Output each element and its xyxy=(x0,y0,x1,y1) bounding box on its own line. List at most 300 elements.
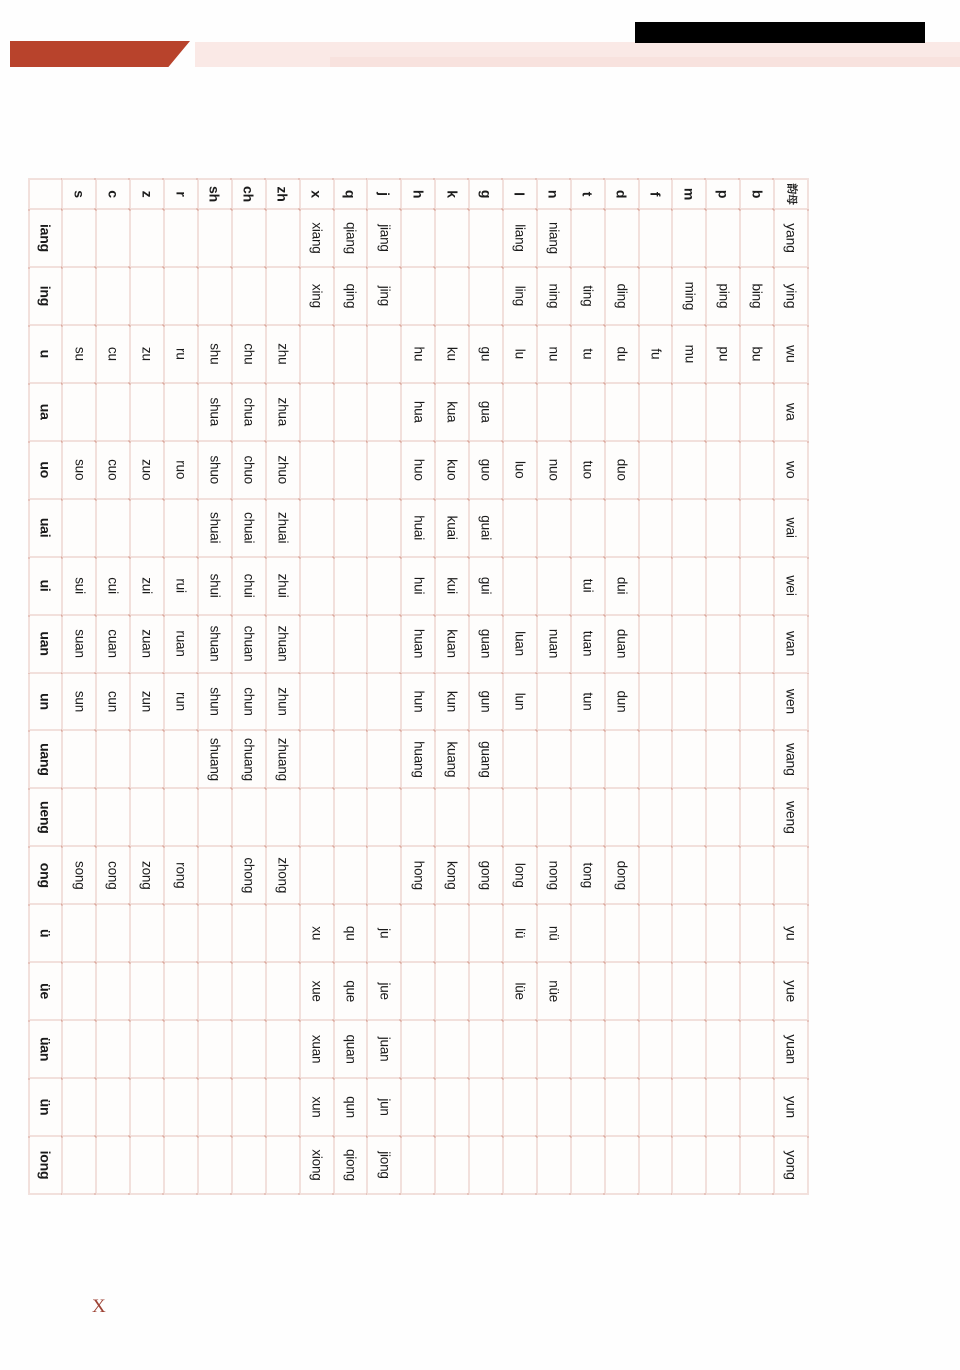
syllable-cell: jue xyxy=(367,962,401,1020)
syllable-cell: lüe xyxy=(502,962,536,1020)
syllable-cell xyxy=(265,1136,299,1194)
syllable-cell xyxy=(333,324,367,382)
table-row xyxy=(367,179,401,1194)
syllable-cell xyxy=(164,382,198,440)
syllable-cell xyxy=(638,846,672,904)
syllable-cell xyxy=(706,846,740,904)
syllable-cell xyxy=(706,440,740,498)
whole-syllable-uai: wai xyxy=(774,498,808,556)
syllable-cell xyxy=(299,382,333,440)
syllable-cell xyxy=(333,846,367,904)
syllable-cell: nu xyxy=(536,324,570,382)
syllable-cell xyxy=(740,962,774,1020)
syllable-cell xyxy=(231,1136,265,1194)
syllable-cell: long xyxy=(502,846,536,904)
syllable-cell xyxy=(469,788,503,846)
syllable-cell xyxy=(469,1020,503,1078)
initial-label-m: m xyxy=(672,179,706,209)
syllable-cell xyxy=(197,788,231,846)
table-row xyxy=(570,179,604,1194)
syllable-cell xyxy=(740,1020,774,1078)
syllable-cell: gun xyxy=(469,672,503,730)
final-label-iang: iang xyxy=(28,209,62,267)
syllable-cell xyxy=(672,788,706,846)
syllable-cell xyxy=(62,904,96,962)
syllable-cell xyxy=(164,1078,198,1136)
syllable-cell: su xyxy=(62,324,96,382)
syllable-cell xyxy=(570,730,604,788)
syllable-cell xyxy=(130,1078,164,1136)
syllable-cell: qing xyxy=(333,266,367,324)
syllable-cell: jiong xyxy=(367,1136,401,1194)
whole-syllable-uan: wan xyxy=(774,614,808,672)
syllable-cell xyxy=(401,904,435,962)
syllable-cell xyxy=(197,846,231,904)
syllable-cell xyxy=(367,440,401,498)
syllable-cell: lun xyxy=(502,672,536,730)
final-header-row xyxy=(774,179,808,1194)
syllable-cell: duo xyxy=(604,440,638,498)
syllable-cell: guan xyxy=(469,614,503,672)
syllable-cell xyxy=(130,1136,164,1194)
syllable-cell xyxy=(706,498,740,556)
syllable-cell xyxy=(469,266,503,324)
syllable-cell xyxy=(333,440,367,498)
syllable-cell xyxy=(469,1136,503,1194)
syllable-cell xyxy=(62,730,96,788)
syllable-cell xyxy=(96,1078,130,1136)
syllable-cell: ru xyxy=(164,324,198,382)
syllable-cell xyxy=(502,498,536,556)
syllable-cell: zhui xyxy=(265,556,299,614)
syllable-cell xyxy=(96,266,130,324)
syllable-cell: sui xyxy=(62,556,96,614)
syllable-cell xyxy=(740,209,774,267)
syllable-cell xyxy=(604,498,638,556)
whole-syllable-iang: yang xyxy=(774,209,808,267)
syllable-cell xyxy=(502,1020,536,1078)
syllable-cell: ning xyxy=(536,266,570,324)
syllable-cell xyxy=(231,962,265,1020)
final-label-uan: uan xyxy=(28,614,62,672)
syllable-cell: suo xyxy=(62,440,96,498)
whole-syllable-uang: wang xyxy=(774,730,808,788)
final-label-un: un xyxy=(28,672,62,730)
final-label-üe: üe xyxy=(28,962,62,1020)
syllable-cell xyxy=(401,266,435,324)
syllable-cell xyxy=(265,1020,299,1078)
syllable-cell xyxy=(536,382,570,440)
syllable-cell xyxy=(604,1136,638,1194)
syllable-cell: xu xyxy=(299,904,333,962)
syllable-cell: nüe xyxy=(536,962,570,1020)
syllable-cell xyxy=(740,1136,774,1194)
syllable-cell: fu xyxy=(638,324,672,382)
syllable-cell xyxy=(96,498,130,556)
syllable-cell xyxy=(536,730,570,788)
syllable-cell xyxy=(536,1020,570,1078)
syllable-cell: liang xyxy=(502,209,536,267)
final-label-üan: üan xyxy=(28,1020,62,1078)
initial-label-sh: sh xyxy=(197,179,231,209)
syllable-cell: zuo xyxy=(130,440,164,498)
initial-label-ch: ch xyxy=(231,179,265,209)
syllable-cell xyxy=(164,788,198,846)
syllable-cell: zhu xyxy=(265,324,299,382)
syllable-cell xyxy=(502,556,536,614)
syllable-cell xyxy=(706,556,740,614)
syllable-cell: huo xyxy=(401,440,435,498)
syllable-cell: cuan xyxy=(96,614,130,672)
syllable-cell xyxy=(164,1136,198,1194)
syllable-cell xyxy=(604,209,638,267)
syllable-cell xyxy=(197,962,231,1020)
initial-label-r: r xyxy=(164,179,198,209)
syllable-cell xyxy=(299,614,333,672)
syllable-cell: ruo xyxy=(164,440,198,498)
syllable-cell: tu xyxy=(570,324,604,382)
syllable-cell xyxy=(333,382,367,440)
syllable-cell xyxy=(638,440,672,498)
syllable-cell xyxy=(96,730,130,788)
final-header-row xyxy=(28,179,62,1194)
syllable-cell: kuan xyxy=(435,614,469,672)
syllable-cell: dun xyxy=(604,672,638,730)
syllable-cell xyxy=(333,498,367,556)
syllable-cell: xing xyxy=(299,266,333,324)
initial-label-d: d xyxy=(604,179,638,209)
syllable-cell xyxy=(333,614,367,672)
syllable-cell: nü xyxy=(536,904,570,962)
syllable-cell: bu xyxy=(740,324,774,382)
syllable-cell xyxy=(231,1020,265,1078)
whole-syllable-ün: yun xyxy=(774,1078,808,1136)
syllable-cell xyxy=(164,209,198,267)
syllable-cell xyxy=(367,556,401,614)
syllable-cell xyxy=(299,730,333,788)
table-row xyxy=(401,179,435,1194)
syllable-cell: tun xyxy=(570,672,604,730)
table-head xyxy=(774,179,808,1194)
syllable-cell xyxy=(706,962,740,1020)
syllable-cell xyxy=(62,1020,96,1078)
syllable-cell: hong xyxy=(401,846,435,904)
syllable-cell xyxy=(231,209,265,267)
syllable-cell xyxy=(367,498,401,556)
syllable-cell: ming xyxy=(672,266,706,324)
table-row xyxy=(536,179,570,1194)
initial-label-f: f xyxy=(638,179,672,209)
syllable-cell xyxy=(130,730,164,788)
syllable-cell: hui xyxy=(401,556,435,614)
syllable-cell xyxy=(435,962,469,1020)
syllable-cell: shua xyxy=(197,382,231,440)
syllable-cell xyxy=(638,498,672,556)
syllable-cell xyxy=(570,1136,604,1194)
table-row xyxy=(740,179,774,1194)
syllable-cell xyxy=(435,1078,469,1136)
syllable-cell: shu xyxy=(197,324,231,382)
syllable-cell: hu xyxy=(401,324,435,382)
syllable-cell xyxy=(638,672,672,730)
syllable-cell: dong xyxy=(604,846,638,904)
syllable-cell: qun xyxy=(333,1078,367,1136)
syllable-cell xyxy=(638,904,672,962)
initial-label-t: t xyxy=(570,179,604,209)
syllable-cell: gua xyxy=(469,382,503,440)
syllable-cell xyxy=(638,266,672,324)
syllable-cell xyxy=(502,1136,536,1194)
syllable-cell xyxy=(638,614,672,672)
syllable-cell xyxy=(164,730,198,788)
syllable-cell: kua xyxy=(435,382,469,440)
syllable-cell xyxy=(231,1078,265,1136)
syllable-cell xyxy=(604,788,638,846)
syllable-cell: ju xyxy=(367,904,401,962)
syllable-cell xyxy=(299,846,333,904)
syllable-cell: rong xyxy=(164,846,198,904)
initial-label-x: x xyxy=(299,179,333,209)
syllable-cell xyxy=(706,730,740,788)
syllable-cell: ding xyxy=(604,266,638,324)
syllable-cell xyxy=(604,1078,638,1136)
whole-syllable-ua: wa xyxy=(774,382,808,440)
syllable-cell xyxy=(672,1020,706,1078)
syllable-cell xyxy=(672,1078,706,1136)
syllable-cell xyxy=(435,788,469,846)
final-label-iong: iong xyxy=(28,1136,62,1194)
syllable-cell: hua xyxy=(401,382,435,440)
syllable-cell: chui xyxy=(231,556,265,614)
syllable-cell: zuan xyxy=(130,614,164,672)
whole-syllable-un: wen xyxy=(774,672,808,730)
syllable-cell: tuan xyxy=(570,614,604,672)
syllable-cell xyxy=(604,1020,638,1078)
whole-syllable-uo: wo xyxy=(774,440,808,498)
whole-syllable-u: wu xyxy=(774,324,808,382)
syllable-cell xyxy=(638,730,672,788)
syllable-cell xyxy=(706,904,740,962)
syllable-cell xyxy=(164,962,198,1020)
syllable-cell xyxy=(299,498,333,556)
header-band-secondary xyxy=(330,57,960,67)
syllable-cell: hun xyxy=(401,672,435,730)
syllable-cell xyxy=(502,382,536,440)
syllable-cell: kui xyxy=(435,556,469,614)
whole-syllable-ong xyxy=(774,846,808,904)
finals-row-label xyxy=(28,179,62,209)
syllable-cell: xun xyxy=(299,1078,333,1136)
syllable-cell: gui xyxy=(469,556,503,614)
syllable-cell: zui xyxy=(130,556,164,614)
table-foot xyxy=(28,179,62,1194)
syllable-cell xyxy=(130,962,164,1020)
syllable-cell: shuang xyxy=(197,730,231,788)
table-row xyxy=(62,179,96,1194)
syllable-cell xyxy=(62,382,96,440)
syllable-cell: ruan xyxy=(164,614,198,672)
syllable-cell: quan xyxy=(333,1020,367,1078)
table-body xyxy=(62,179,774,1194)
initial-label-q: q xyxy=(333,179,367,209)
syllable-cell: juan xyxy=(367,1020,401,1078)
final-label-ui: ui xyxy=(28,556,62,614)
syllable-cell: cuo xyxy=(96,440,130,498)
syllable-cell: gong xyxy=(469,846,503,904)
syllable-cell xyxy=(265,266,299,324)
syllable-cell: qu xyxy=(333,904,367,962)
syllable-cell: huai xyxy=(401,498,435,556)
syllable-cell: guo xyxy=(469,440,503,498)
syllable-cell: gu xyxy=(469,324,503,382)
table-row xyxy=(231,179,265,1194)
table-row xyxy=(672,179,706,1194)
final-label-ua: ua xyxy=(28,382,62,440)
syllable-cell xyxy=(536,556,570,614)
syllable-cell xyxy=(638,556,672,614)
syllable-cell xyxy=(367,788,401,846)
syllable-cell: shun xyxy=(197,672,231,730)
syllable-cell xyxy=(672,846,706,904)
syllable-cell: qiang xyxy=(333,209,367,267)
syllable-cell: que xyxy=(333,962,367,1020)
syllable-cell xyxy=(231,788,265,846)
final-label-ing: ing xyxy=(28,266,62,324)
syllable-cell xyxy=(62,209,96,267)
syllable-cell xyxy=(740,730,774,788)
whole-syllable-ui: wei xyxy=(774,556,808,614)
final-label-uai: uai xyxy=(28,498,62,556)
syllable-cell xyxy=(570,209,604,267)
syllable-cell: shui xyxy=(197,556,231,614)
syllable-cell: zhua xyxy=(265,382,299,440)
syllable-cell xyxy=(672,962,706,1020)
syllable-cell xyxy=(299,788,333,846)
syllable-cell xyxy=(130,209,164,267)
syllable-cell xyxy=(333,672,367,730)
syllable-cell xyxy=(197,1136,231,1194)
syllable-cell xyxy=(706,1136,740,1194)
final-label-uang: uang xyxy=(28,730,62,788)
syllable-cell xyxy=(367,324,401,382)
syllable-cell xyxy=(638,382,672,440)
syllable-cell xyxy=(604,904,638,962)
syllable-cell: zhong xyxy=(265,846,299,904)
syllable-cell: jing xyxy=(367,266,401,324)
header-accent-shape xyxy=(10,41,190,67)
syllable-cell xyxy=(231,904,265,962)
syllable-cell xyxy=(706,788,740,846)
syllable-cell: chuo xyxy=(231,440,265,498)
syllable-cell: zhun xyxy=(265,672,299,730)
syllable-cell xyxy=(265,1078,299,1136)
syllable-cell xyxy=(299,440,333,498)
syllable-cell xyxy=(502,730,536,788)
initial-label-j: j xyxy=(367,179,401,209)
syllable-cell: kong xyxy=(435,846,469,904)
syllable-cell: zhuai xyxy=(265,498,299,556)
syllable-cell xyxy=(672,209,706,267)
syllable-cell xyxy=(740,556,774,614)
syllable-cell: kun xyxy=(435,672,469,730)
syllable-cell: ku xyxy=(435,324,469,382)
pinyin-table-region xyxy=(36,178,808,1193)
syllable-cell: jiang xyxy=(367,209,401,267)
initial-label-k: k xyxy=(435,179,469,209)
syllable-cell xyxy=(333,730,367,788)
syllable-cell: xue xyxy=(299,962,333,1020)
initial-label-n: n xyxy=(536,179,570,209)
syllable-cell xyxy=(740,382,774,440)
syllable-cell xyxy=(740,614,774,672)
syllable-cell xyxy=(367,730,401,788)
syllable-cell xyxy=(231,266,265,324)
syllable-cell xyxy=(96,382,130,440)
pinyin-syllable-table xyxy=(28,178,808,1194)
syllable-cell xyxy=(502,788,536,846)
syllable-cell: rui xyxy=(164,556,198,614)
syllable-cell xyxy=(638,962,672,1020)
syllable-cell xyxy=(62,1136,96,1194)
pinyin-table-rotated-wrapper xyxy=(36,178,808,1193)
final-label-ü: ü xyxy=(28,904,62,962)
syllable-cell xyxy=(96,788,130,846)
syllable-cell xyxy=(740,904,774,962)
initial-label-b: b xyxy=(740,179,774,209)
final-label-ün: ün xyxy=(28,1078,62,1136)
syllable-cell xyxy=(604,730,638,788)
syllable-cell xyxy=(536,498,570,556)
syllable-cell: mu xyxy=(672,324,706,382)
syllable-cell xyxy=(164,904,198,962)
syllable-cell xyxy=(672,904,706,962)
final-label-uo: uo xyxy=(28,440,62,498)
syllable-cell xyxy=(164,1020,198,1078)
syllable-cell xyxy=(706,672,740,730)
syllable-cell: bing xyxy=(740,266,774,324)
table-row xyxy=(502,179,536,1194)
syllable-cell xyxy=(706,209,740,267)
syllable-cell: tuo xyxy=(570,440,604,498)
syllable-cell xyxy=(62,788,96,846)
syllable-cell xyxy=(265,904,299,962)
syllable-cell: shuo xyxy=(197,440,231,498)
syllable-cell xyxy=(536,672,570,730)
syllable-cell: niang xyxy=(536,209,570,267)
syllable-cell: nuan xyxy=(536,614,570,672)
syllable-cell xyxy=(570,1020,604,1078)
syllable-cell: zhuan xyxy=(265,614,299,672)
syllable-cell: chuan xyxy=(231,614,265,672)
syllable-cell xyxy=(740,846,774,904)
syllable-cell xyxy=(197,209,231,267)
syllable-cell xyxy=(672,730,706,788)
syllable-cell: zhuo xyxy=(265,440,299,498)
syllable-cell: zun xyxy=(130,672,164,730)
syllable-cell xyxy=(435,904,469,962)
syllable-cell xyxy=(740,788,774,846)
syllable-cell: xiang xyxy=(299,209,333,267)
syllable-cell: cun xyxy=(96,672,130,730)
table-row xyxy=(299,179,333,1194)
syllable-cell xyxy=(536,1136,570,1194)
syllable-cell xyxy=(96,209,130,267)
syllable-cell xyxy=(130,382,164,440)
table-row xyxy=(604,179,638,1194)
final-label-u: u xyxy=(28,324,62,382)
initial-label-g: g xyxy=(469,179,503,209)
initial-label-p: p xyxy=(706,179,740,209)
